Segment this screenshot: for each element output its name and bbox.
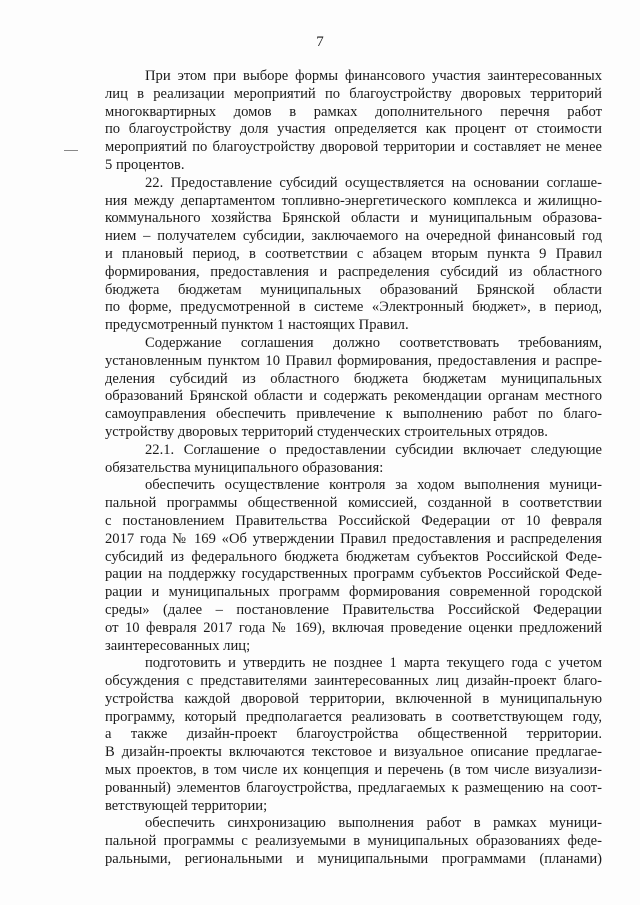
text-line: от 10 февраля 2017 года № 169), включая проведение оценки предложений bbox=[105, 619, 602, 636]
text-line: предусмотренный пунктом 1 настоящих Правил. bbox=[105, 317, 409, 334]
page-number: 7 bbox=[316, 34, 324, 50]
text-line: заинтересованных лиц; bbox=[105, 637, 251, 654]
text-line: образований Брянской области и содержать рекомендации органам местного bbox=[105, 388, 602, 405]
text-line: обязательства муниципального образования: bbox=[105, 459, 384, 476]
text-line: ветствующей территории; bbox=[105, 797, 268, 814]
text-line: установленным пунктом 10 Правил формирования, предоставления и распре- bbox=[105, 352, 602, 369]
text-line: устройству дворовых территорий студенческих строительных отрядов. bbox=[105, 423, 548, 440]
text-line: программу, который предполагается реализовать в соответствующем году, bbox=[105, 708, 602, 725]
text-line: Содержание соглашения должно соответствовать требованиям, bbox=[145, 334, 602, 351]
text-line: обеспечить осуществление контроля за ходом выполнения муници- bbox=[145, 477, 602, 494]
text-line: самоуправления обеспечить привлечение к выполнению работ по благо- bbox=[105, 406, 602, 423]
text-line: В дизайн-проекты включаются текстовое и визуальное описание предлагае- bbox=[105, 744, 602, 761]
text-line: ральными, региональными и муниципальными программами (планами) bbox=[105, 851, 602, 868]
text-line: устройства каждой дворовой территории, включенной в муниципальную bbox=[105, 690, 602, 707]
text-line: лиц в реализации мероприятий по благоустройству дворовых территорий bbox=[105, 85, 602, 102]
margin-mark bbox=[64, 150, 78, 151]
text-line: 5 процентов. bbox=[105, 156, 185, 173]
text-line: нием – получателем субсидии, заключаемого на очередной финансовый год bbox=[105, 228, 602, 245]
text-line: по благоустройству доля участия определяется как процент от стоимости bbox=[105, 121, 602, 138]
text-line: многоквартирных домов в рамках дополнительного перечня работ bbox=[105, 103, 602, 120]
text-line: субсидий из федерального бюджета бюджетам субъектов Российской Феде- bbox=[105, 548, 602, 565]
text-line: обеспечить синхронизацию выполнения работ в рамках муници- bbox=[145, 815, 602, 832]
text-line: по форме, предусмотренной в системе «Электронный бюджет», в период, bbox=[105, 299, 602, 316]
text-line: 22. Предоставление субсидий осуществляется на основании соглаше- bbox=[145, 174, 602, 191]
text-line: формирования, предоставления и распределения субсидий из областного bbox=[105, 263, 602, 280]
text-line: мероприятий по благоустройству дворовой территории и составляет не менее bbox=[105, 139, 602, 156]
text-line: с постановлением Правительства Российской Федерации от 10 февраля bbox=[105, 512, 602, 529]
text-line: деления субсидий из областного бюджета бюджетам муниципальных bbox=[105, 370, 602, 387]
text-line: коммунального хозяйства Брянской области и муниципальным образова- bbox=[105, 210, 602, 227]
text-line: 22.1. Соглашение о предоставлении субсидии включает следующие bbox=[145, 441, 602, 458]
text-line: рованный) элементов благоустройства, предлагаемых к размещению на соот- bbox=[105, 779, 602, 796]
text-line: и плановый период, в соответствии с абзацем вторым пункта 9 Правил bbox=[105, 245, 602, 262]
text-line: пальной программы общественной комиссией, созданной в соответствии bbox=[105, 495, 602, 512]
text-line: а также дизайн-проект благоустройства общественной территории. bbox=[105, 726, 602, 743]
text-line: среды» (далее – постановление Правительства Российской Федерации bbox=[105, 601, 602, 618]
text-line: пальной программы с реализуемыми в муниципальных образованиях феде- bbox=[105, 833, 602, 850]
text-line: При этом при выборе формы финансового участия заинтересованных bbox=[145, 68, 602, 84]
text-line: мых проектов, в том числе их концепция и перечень (в том числе визуализи- bbox=[105, 762, 602, 779]
text-line: рации на поддержку государственных программ субъектов Российской Феде- bbox=[105, 566, 602, 583]
text-line: рации и муниципальных программ формирования современной городской bbox=[105, 584, 602, 601]
text-line: обсуждения с представителями заинтересованных лиц дизайн-проект благо- bbox=[105, 673, 602, 690]
text-line: подготовить и утвердить не позднее 1 марта текущего года с учетом bbox=[145, 655, 602, 672]
document-body bbox=[105, 68, 602, 869]
text-line: ния между департаментом топливно-энергетического комплекса и жилищно- bbox=[105, 192, 602, 209]
text-line: 2017 года № 169 «Об утверждении Правил предоставления и распределения bbox=[105, 530, 602, 547]
text-line: бюджета бюджетам муниципальных образований Брянской области bbox=[105, 281, 602, 298]
